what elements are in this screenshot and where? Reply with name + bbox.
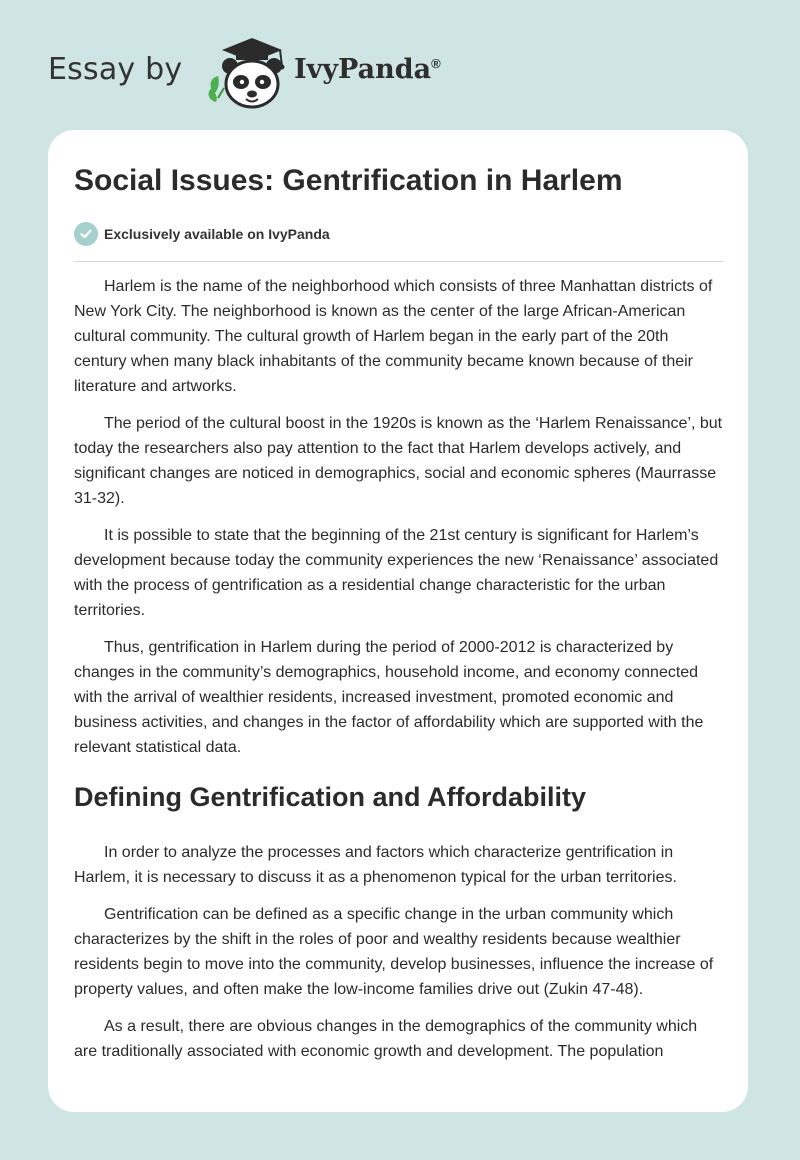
exclusive-badge — [74, 222, 330, 246]
paragraph: Gentrification can be defined as a specific change in the urban community which characterizes by the shift in the roles of poor and wealthy residents because wealthier residents begin to move into the community, develop businesses, influence the increase of property values, and often make the low-income families drive out (Zukin 47-48). — [74, 906, 714, 998]
brand-prefix: Essay by — [48, 52, 183, 87]
badge-text: Exclusively available on IvyPanda — [104, 226, 330, 242]
divider — [74, 261, 723, 262]
paragraph: As a result, there are obvious changes in the demographics of the community which are traditionally associated with economic growth and development. The population — [74, 1018, 698, 1060]
site-header — [48, 36, 748, 116]
registered-mark: ® — [431, 56, 441, 71]
section-heading: Defining Gentrification and Affordability — [74, 782, 586, 812]
paragraph: Harlem is the name of the neighborhood which consists of three Manhattan districts of New York City. The neighborhood is known as the center of the large African-American cultural community. The cultural growth of Harlem began in the early part of the 20th century when many black inhabitants of the community became known because of their literature and artworks. — [74, 278, 713, 395]
panda-graduation-cap-icon[interactable] — [202, 36, 294, 110]
article-body — [74, 274, 724, 1076]
brand-name[interactable]: IvyPanda® — [294, 54, 441, 85]
paragraph: The period of the cultural boost in the 1920s is known as the ‘Harlem Renaissance’, but today the researchers also pay attention to the fact that Harlem develops actively, and significant changes are noticed in demographics, social and economic spheres (Maurrasse 31-32). — [74, 415, 723, 507]
article-title: Social Issues: Gentrification in Harlem — [74, 164, 623, 197]
check-icon — [74, 222, 98, 246]
paragraph: It is possible to state that the beginning of the 21st century is significant for Harlem’s development because today the community experiences the new ‘Renaissance’ associated with the process of gentrification as a residential change characteristic for the urban territories. — [74, 527, 719, 619]
paragraph: Thus, gentrification in Harlem during the period of 2000-2012 is characterized by changes in the community’s demographics, household income, and economy connected with the arrival of wealthier residents, increased investment, promoted economic and business activities, and changes in the factor of affordability which are supported with the relevant statistical data. — [74, 639, 704, 756]
paragraph: In order to analyze the processes and factors which characterize gentrification in Harlem, it is necessary to discuss it as a phenomenon typical for the urban territories. — [74, 844, 677, 886]
article-card — [48, 130, 748, 1112]
